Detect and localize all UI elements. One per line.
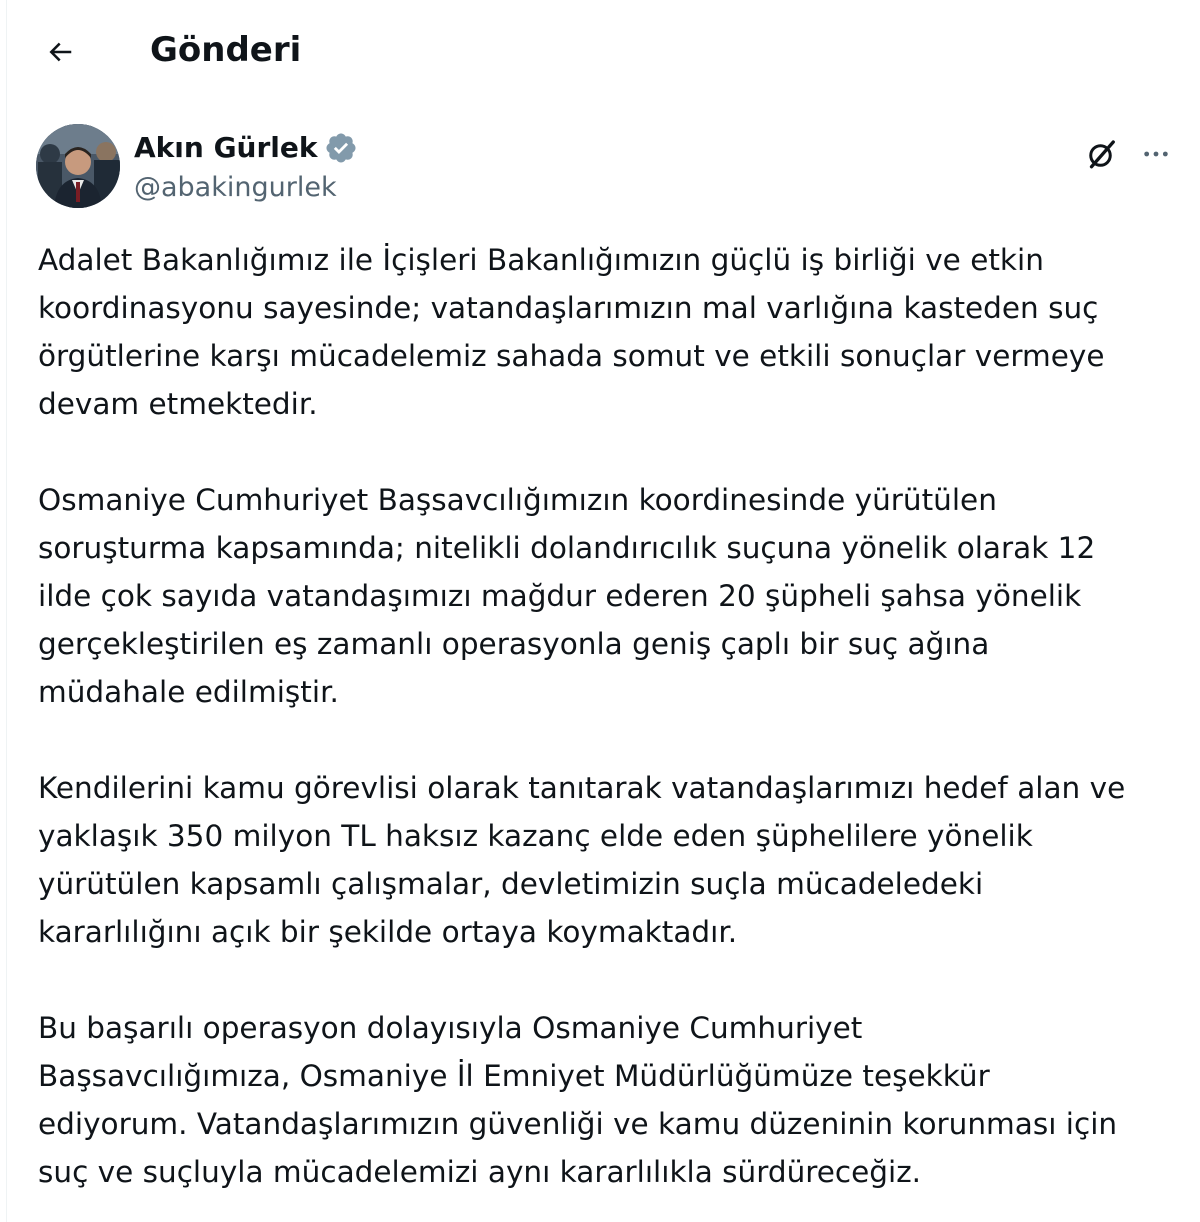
tweet-text — [38, 236, 1184, 1196]
more-options-button[interactable] — [1134, 132, 1178, 176]
author-name-row — [134, 128, 358, 168]
top-bar — [0, 0, 1200, 100]
page-title: Gönderi — [150, 30, 302, 70]
grok-slash-circle-icon — [1084, 136, 1120, 172]
tweet-paragraph: Adalet Bakanlığımız ile İçişleri Bakanlığımızın güçlü iş birliği ve etkin koordinasyonu sayesinde; vatandaşlarımızın mal varlığına kasteden suç örgütlerine karşı mücadelemiz sahada somut ve etkili sonuçlar vermeye devam etmektedir. — [38, 243, 1105, 421]
tweet-paragraph: Kendilerini kamu görevlisi olarak tanıtarak vatandaşlarımızı hedef alan ve yaklaşık 350 milyon TL haksız kazanç elde eden şüphelilere yönelik yürütülen kapsamlı çalışmalar, devletimizin suçla mücadeledeki kararlılığını açık bir şekilde ortaya koymaktadır. — [38, 771, 1126, 949]
avatar[interactable] — [36, 124, 120, 208]
tweet-author — [36, 124, 1176, 214]
left-border — [6, 0, 7, 1222]
grok-button[interactable] — [1080, 132, 1124, 176]
back-button[interactable] — [36, 28, 84, 76]
tweet-paragraph: Osmaniye Cumhuriyet Başsavcılığımızın koordinesinde yürütülen soruşturma kapsamında; nitelikli dolandırıcılık suçuna yönelik olarak 12 ilde çok sayıda vatandaşımızı mağdur ederen 20 şüpheli şahsa yönelik gerçekleştirilen eş zamanlı operasyonla geniş çaplı bir suç ağına müdahale edilmiştir. — [38, 483, 1096, 709]
avatar-image — [36, 124, 120, 208]
arrow-left-icon — [45, 37, 75, 67]
verified-badge-icon[interactable] — [324, 131, 358, 165]
author-handle[interactable]: @abakingurlek — [134, 172, 337, 203]
tweet-paragraph: Bu başarılı operasyon dolayısıyla Osmaniye Cumhuriyet Başsavcılığımıza, Osmaniye İl Emniyet Müdürlüğümüze teşekkür ediyorum. Vatandaşlarımızın güvenliği ve kamu düzeninin korunması için suç ve suçluyla mücadelemizi aynı kararlılıkla sürdüreceğiz. — [38, 1011, 1118, 1189]
author-name[interactable]: Akın Gürlek — [134, 131, 318, 164]
more-horizontal-icon — [1140, 138, 1172, 170]
